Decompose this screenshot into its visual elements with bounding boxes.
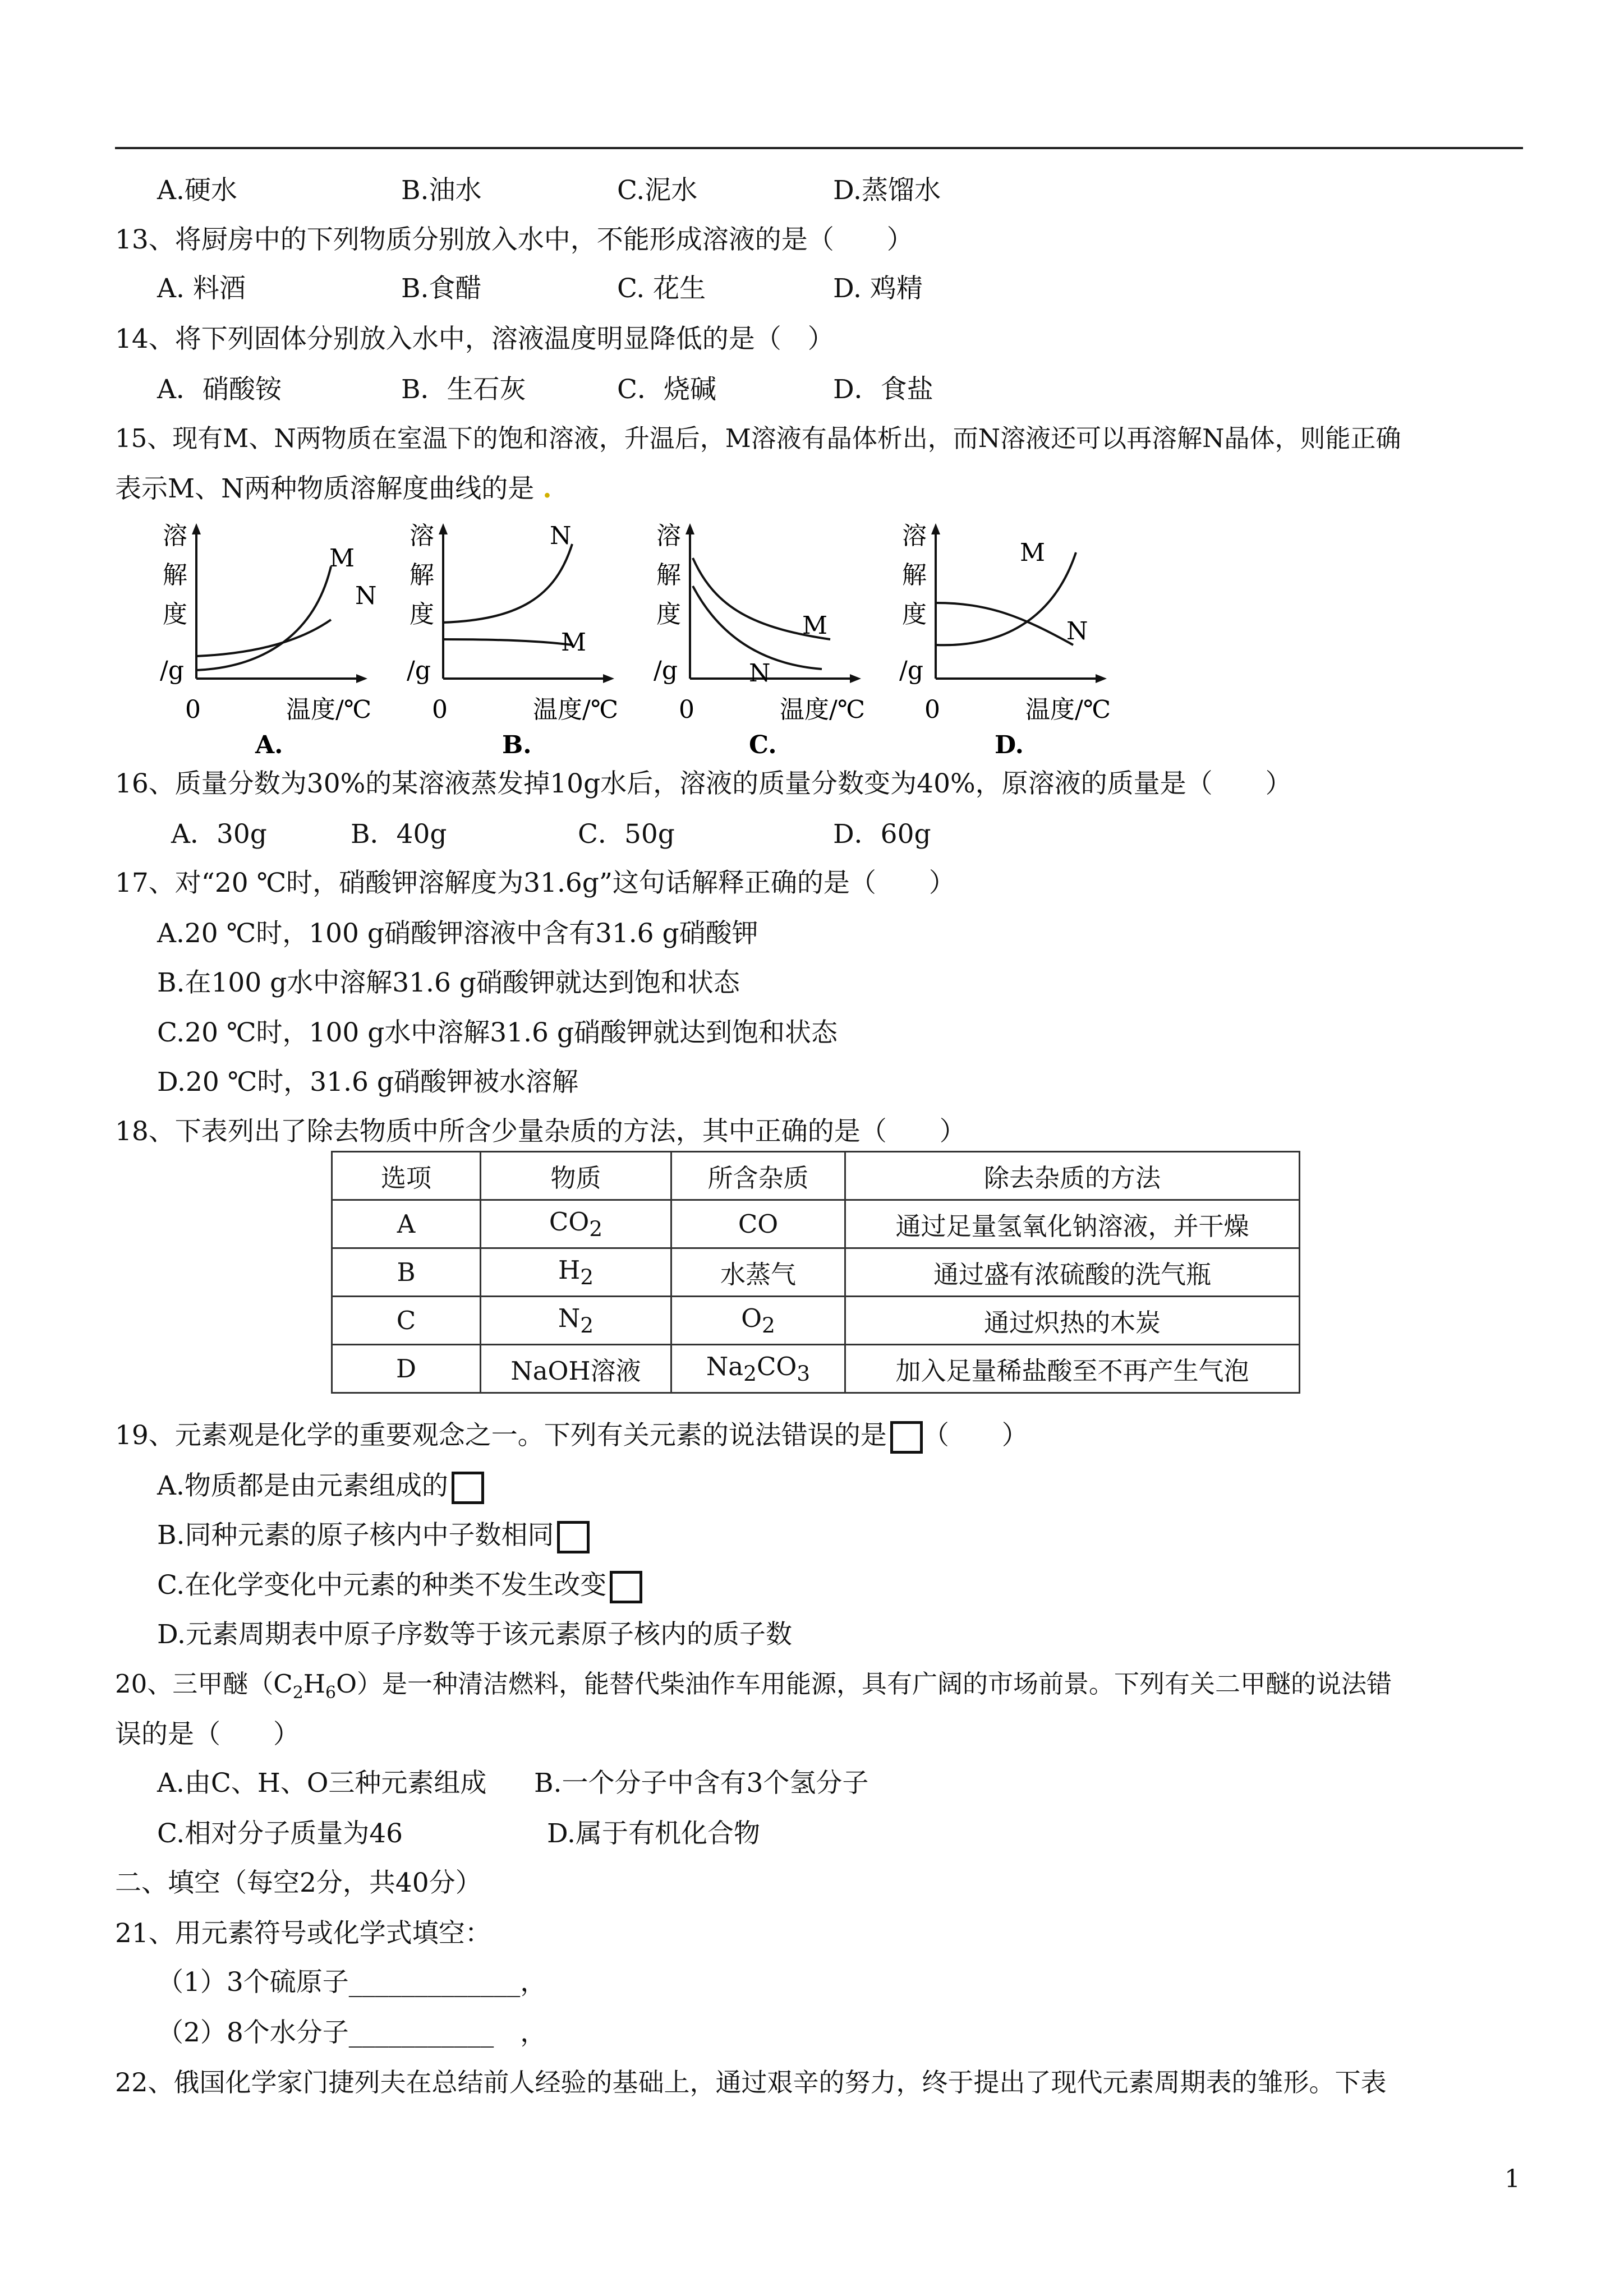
table-row xyxy=(332,1248,1300,1297)
graph-d-letter: D. xyxy=(995,731,1024,759)
q20-option-c[interactable]: C.相对分子质量为46 xyxy=(157,1818,403,1849)
graph-c-ylabel-3: 度 xyxy=(656,600,681,629)
solubility-graphs xyxy=(115,519,1237,760)
graph-a-xlabel: 温度/℃ xyxy=(286,695,372,724)
answer-box[interactable] xyxy=(890,1421,923,1454)
header-rule xyxy=(115,147,1523,149)
q13-option-a[interactable]: A. 料酒 xyxy=(157,273,246,304)
graph-d-ylabel-2: 解 xyxy=(902,561,927,589)
q12-option-a[interactable]: A.硬水 xyxy=(157,175,237,206)
graph-b-ylabel-4: /g xyxy=(407,656,431,685)
table-cell-method: 通过盛有浓硫酸的洗气瓶 xyxy=(845,1248,1300,1297)
graph-d-ylabel-4: /g xyxy=(899,656,923,685)
graph-d xyxy=(899,522,1111,759)
q12-option-b[interactable]: B.油水 xyxy=(401,175,482,206)
q19-stem-tail: （ ） xyxy=(922,1420,1028,1451)
solubility-graphs-svg xyxy=(115,519,1237,760)
q14-option-c[interactable]: C．烧碱 xyxy=(617,374,716,405)
graph-b-ylabel-1: 溶 xyxy=(410,522,434,550)
q20-option-b[interactable]: B.一个分子中含有3个氢分子 xyxy=(534,1768,869,1799)
table-cell-impurity: CO xyxy=(671,1200,845,1248)
graph-a-letter: A. xyxy=(255,731,283,759)
q15-stem-line2 xyxy=(115,472,552,506)
q15-stem-text: 表示M、N两种物质溶解度曲线的是 xyxy=(115,473,535,504)
graph-c-xlabel: 温度/℃ xyxy=(780,695,866,724)
table-cell-substance: NaOH溶液 xyxy=(481,1345,671,1393)
table-header-row xyxy=(332,1152,1300,1200)
answer-box[interactable] xyxy=(610,1571,642,1603)
graph-d-label-m: M xyxy=(1020,538,1046,567)
graph-c-letter: C. xyxy=(749,731,777,759)
q18-stem: 18、下表列出了除去物质中所含少量杂质的方法，其中正确的是（ ） xyxy=(115,1116,966,1147)
graph-d-curve-n xyxy=(936,603,1073,645)
graph-b-label-n: N xyxy=(550,522,572,550)
graph-d-ylabel-1: 溶 xyxy=(902,522,927,550)
graph-c xyxy=(654,522,865,759)
graph-c-ylabel-2: 解 xyxy=(656,561,681,589)
graph-c-origin: 0 xyxy=(679,695,694,724)
graph-c-ylabel-1: 溶 xyxy=(656,522,681,550)
graph-d-curve-m xyxy=(936,552,1076,645)
graph-d-xlabel: 温度/℃ xyxy=(1025,695,1111,724)
graph-b-curve-n xyxy=(443,544,572,623)
q21-item-2[interactable]: （2）8个水分子___________ ， xyxy=(157,2017,547,2048)
q19-option-d[interactable]: D.元素周期表中原子序数等于该元素原子核内的质子数 xyxy=(157,1619,792,1650)
table-cell-option: D xyxy=(332,1345,481,1393)
q14-stem: 14、将下列固体分别放入水中，溶液温度明显降低的是（ ） xyxy=(115,324,834,354)
q13-option-d[interactable]: D. 鸡精 xyxy=(833,273,923,304)
graph-b-label-m: M xyxy=(561,628,587,657)
answer-box[interactable] xyxy=(452,1472,484,1504)
impurity-table xyxy=(331,1151,1300,1394)
q19-option-c[interactable]: C.在化学变化中元素的种类不发生改变 xyxy=(157,1569,642,1603)
table-cell-method: 加入足量稀盐酸至不再产生气泡 xyxy=(845,1345,1300,1393)
table-header-cell: 选项 xyxy=(332,1152,481,1200)
q20-stem-line1: 20、三甲醚$(C_2H_6O)$是一种清洁燃料，能替代柴油作车用能源，具有广阔的市场前景。下列有关二甲醚的说法错 xyxy=(115,1669,1392,1703)
graph-b xyxy=(407,522,618,759)
graph-b-ylabel-3: 度 xyxy=(410,600,434,629)
table-header-cell: 除去杂质的方法 xyxy=(845,1152,1300,1200)
table-row xyxy=(332,1345,1300,1393)
q22-stem: 22、俄国化学家门捷列夫在总结前人经验的基础上，通过艰辛的努力，终于提出了现代元素周期表的雏形。下表 xyxy=(115,2067,1387,2097)
q17-option-d[interactable]: D.20 ℃时，31.6 g硝酸钾被水溶解 xyxy=(157,1067,578,1098)
q17-option-b[interactable]: B.在100 g水中溶解31.6 g硝酸钾就达到饱和状态 xyxy=(157,967,740,998)
section-title: 二、填空（每空2分，共40分） xyxy=(115,1868,482,1898)
graph-a-label-m: M xyxy=(329,544,355,573)
q17-option-a[interactable]: A.20 ℃时，100 g硝酸钾溶液中含有31.6 g硝酸钾 xyxy=(157,918,758,949)
graph-a-curve-n xyxy=(196,620,331,656)
graph-b-curve-m xyxy=(443,639,572,645)
q14-option-d[interactable]: D．食盐 xyxy=(833,374,933,405)
q14-option-b[interactable]: B．生石灰 xyxy=(401,374,526,405)
q16-option-b[interactable]: B．40g xyxy=(351,819,447,850)
graph-d-ylabel-3: 度 xyxy=(902,600,927,629)
table-cell-substance: $H_2$ xyxy=(481,1248,671,1297)
graph-b-ylabel-2: 解 xyxy=(410,561,434,589)
graph-c-ylabel-4: /g xyxy=(654,656,678,685)
graph-b-origin: 0 xyxy=(432,695,448,724)
q17-option-c[interactable]: C.20 ℃时，100 g水中溶解31.6 g硝酸钾就达到饱和状态 xyxy=(157,1017,838,1048)
q12-option-d[interactable]: D.蒸馏水 xyxy=(833,175,941,206)
answer-box[interactable] xyxy=(557,1521,590,1553)
q20-option-a[interactable]: A.由C、H、O三种元素组成 xyxy=(157,1768,487,1799)
q19-stem-text: 19、元素观是化学的重要观念之一。下列有关元素的说法错误的是 xyxy=(115,1420,887,1451)
q16-option-d[interactable]: D．60g xyxy=(833,819,931,850)
q20-stem-line2: 误的是（ ） xyxy=(115,1719,300,1750)
graph-c-label-n: N xyxy=(749,659,771,688)
table-cell-option: C xyxy=(332,1297,481,1345)
q16-stem: 16、质量分数为30%的某溶液蒸发掉10g水后，溶液的质量分数变为40%，原溶液的质量是（ ） xyxy=(115,768,1292,799)
q21-item-1[interactable]: （1）3个硫原子_____________， xyxy=(157,1967,547,1998)
q19-option-a[interactable]: A.物质都是由元素组成的 xyxy=(157,1469,484,1504)
table-header-cell: 所含杂质 xyxy=(671,1152,845,1200)
table-cell-option: B xyxy=(332,1248,481,1297)
graph-d-label-n: N xyxy=(1066,617,1088,646)
table-cell-substance: $N_2$ xyxy=(481,1297,671,1345)
graph-a-ylabel-4: /g xyxy=(160,656,184,685)
q14-option-a[interactable]: A．硝酸铵 xyxy=(157,374,282,405)
q16-option-a[interactable]: A．30g xyxy=(171,819,267,850)
graph-a-origin: 0 xyxy=(185,695,201,724)
table-cell-method: 通过炽热的木炭 xyxy=(845,1297,1300,1345)
page-number: 1 xyxy=(1505,2165,1520,2193)
graph-d-origin: 0 xyxy=(924,695,940,724)
q15-stem-line1: 15、现有M、N两物质在室温下的饱和溶液，升温后，M溶液有晶体析出，而N溶液还可以再溶解N晶体，则能正确 xyxy=(115,423,1401,453)
q17-stem: 17、对“20 ℃时，硝酸钾溶解度为31.6g”这句话解释正确的是（ ） xyxy=(115,868,955,898)
q21-stem: 21、用元素符号或化学式填空： xyxy=(115,1918,491,1949)
q19-option-b[interactable]: B.同种元素的原子核内中子数相同 xyxy=(157,1519,590,1553)
graph-b-letter: B. xyxy=(502,731,532,759)
q20-option-d[interactable]: D.属于有机化合物 xyxy=(547,1818,760,1849)
graph-a-ylabel-3: 度 xyxy=(163,600,187,629)
graph-a xyxy=(160,522,377,759)
table-cell-substance: $CO_2$ xyxy=(481,1200,671,1248)
table-row xyxy=(332,1297,1300,1345)
q12-option-c[interactable]: C.泥水 xyxy=(617,175,698,206)
graph-b-xlabel: 温度/℃ xyxy=(533,695,619,724)
graph-a-ylabel-2: 解 xyxy=(163,561,187,589)
table-cell-impurity: $Na_2CO_3$ xyxy=(671,1345,845,1393)
table-cell-option: A xyxy=(332,1200,481,1248)
graph-a-label-n: N xyxy=(355,582,377,610)
table-row xyxy=(332,1200,1300,1248)
table-cell-impurity: 水蒸气 xyxy=(671,1248,845,1297)
q13-option-b[interactable]: B.食醋 xyxy=(401,273,482,304)
q13-option-c[interactable]: C. 花生 xyxy=(617,273,706,304)
graph-a-ylabel-1: 溶 xyxy=(163,522,187,550)
table-header-cell: 物质 xyxy=(481,1152,671,1200)
table-cell-method: 通过足量氢氧化钠溶液，并干燥 xyxy=(845,1200,1300,1248)
q15-stem-mark: . xyxy=(542,473,552,504)
graph-c-label-m: M xyxy=(802,611,828,640)
q13-stem: 13、将厨房中的下列物质分别放入水中，不能形成溶液的是（ ） xyxy=(115,224,913,255)
q16-option-c[interactable]: C．50g xyxy=(578,819,675,850)
q19-stem xyxy=(115,1419,1028,1454)
table-cell-impurity: $O_2$ xyxy=(671,1297,845,1345)
